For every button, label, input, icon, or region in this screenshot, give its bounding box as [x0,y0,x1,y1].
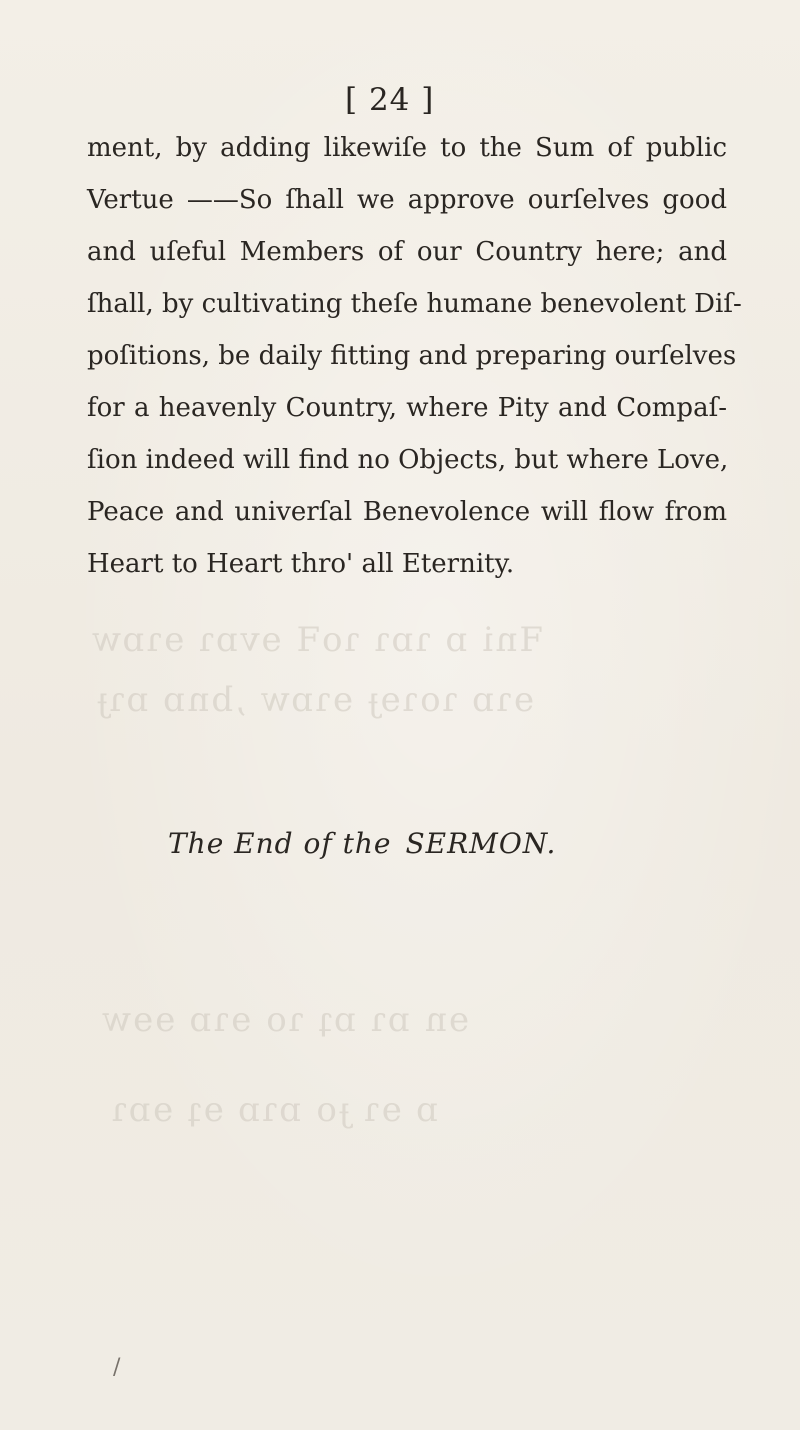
show-through-text: ɘn ɒɿ ɒʇ ɿo ɘɿɒ ɘɘw [100,1000,470,1040]
text-line: and uſeful Members of our Country here; and [87,237,727,267]
show-through-text: ɘɿɒ ɿoɿɘɟ ɘɿɒw ,bnɒ ɒɿɟ [95,680,535,720]
text-line: ment, by adding likewiſe to the Sum of public [87,133,727,163]
text-line: Heart to Heart thro' all Eternity. [87,549,515,579]
sermon-text [87,122,742,590]
show-through-text: ɒ ɘɿ ɟo ɒɿɒ ɘʇ ɘɒɿ [110,1090,439,1130]
page-number: [ 24 ] [345,82,435,118]
show-through-text: ꟻni ɒ ɿɒɿ ɿoꟻ ɘvɒɿ ɘɿɒw [90,620,544,660]
text-line: Vertue ——So ſhall we approve ourſelves good [87,185,727,215]
text-line: Peace and univerſal Benevolence will flow from [87,497,727,527]
text-line: poſitions, be daily fitting and preparing ourſelves [87,341,737,371]
end-of-sermon [168,827,556,860]
text-line: ſion indeed will find no Objects, but where Love, [87,445,729,475]
end-prefix: The End of the [168,827,392,860]
text-line: for a heavenly Country, where Pity and Compaſ- [87,393,727,423]
stray-mark: / [113,1355,121,1380]
end-title: SERMON. [405,827,557,860]
text-line: ſhall, by cultivating theſe humane benevolent Diſ- [87,289,742,319]
